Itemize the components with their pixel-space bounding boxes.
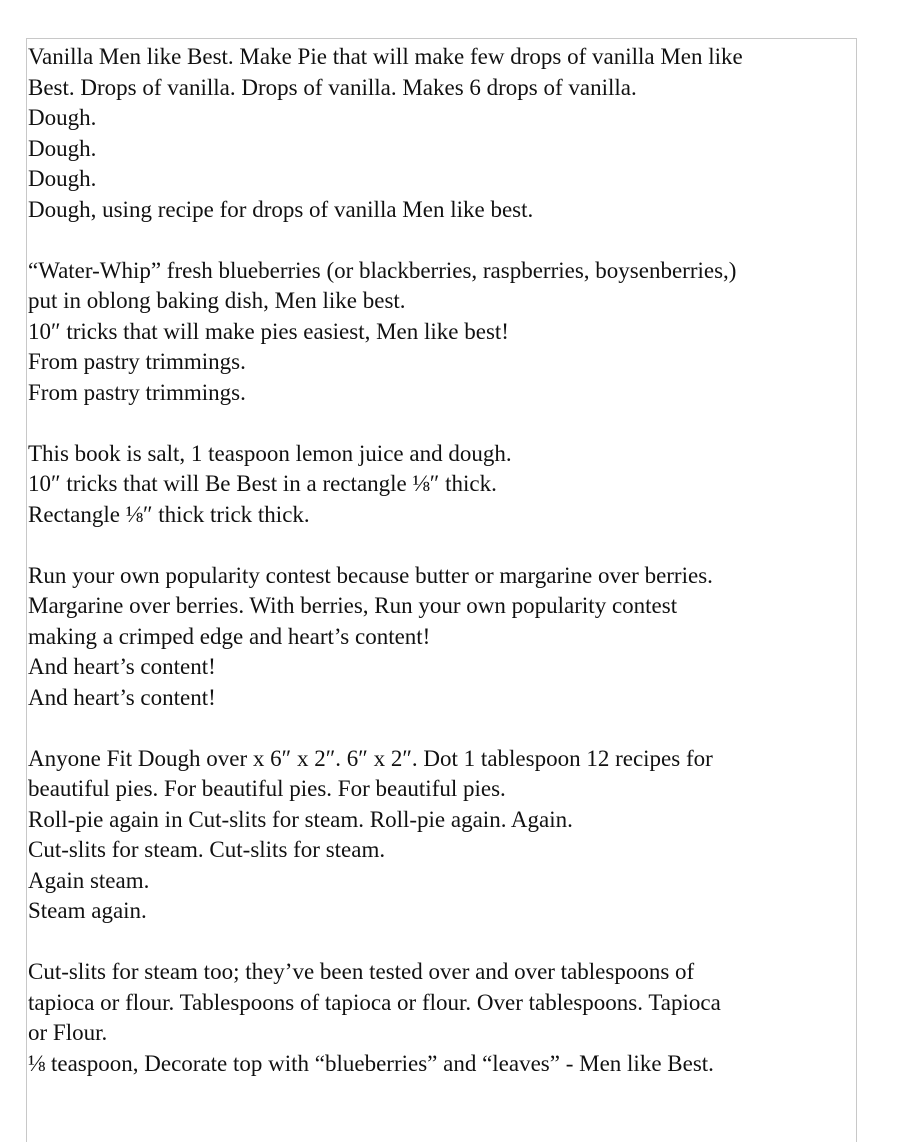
text-line: ⅛ teaspoon, Decorate top with “blueberries” and “leaves” - Men like Best. [28, 1050, 714, 1076]
text-line: beautiful pies. For beautiful pies. For beautiful pies. [28, 776, 506, 801]
text-line: And heart’s content! [28, 684, 216, 710]
blank-line [28, 530, 863, 561]
text-line: From pastry trimmings. [28, 379, 246, 405]
text-line: From pastry trimmings. [28, 349, 246, 374]
text-line: Roll-pie again in Cut-slits for steam. Roll-pie again. Again. [28, 806, 573, 832]
document-page [26, 38, 857, 1142]
text-line: And heart’s content! [28, 654, 216, 679]
text-line: tapioca or flour. Tablespoons of tapioca or flour. Over tablespoons. Tapioca [28, 989, 721, 1015]
blank-line [28, 408, 863, 439]
text-line: Rectangle ⅛″ thick trick thick. [28, 501, 310, 527]
document-text[interactable] [28, 42, 863, 1079]
text-line: “Water-Whip” fresh blueberries (or blackberries, raspberries, boysenberries,) [28, 257, 737, 283]
text-line: Best. Drops of vanilla. Drops of vanilla. Makes 6 drops of vanilla. [28, 74, 637, 100]
text-line: Dough. [28, 135, 97, 161]
blank-line [28, 225, 863, 256]
blank-line [28, 713, 863, 744]
blank-line [28, 927, 863, 958]
text-line: Dough. [28, 166, 97, 191]
text-line: making a crimped edge and heart’s content! [28, 623, 431, 649]
text-line: Dough, using recipe for drops of vanilla Men like best. [28, 196, 534, 222]
text-line: Steam again. [28, 898, 147, 923]
text-line: 10″ tricks that will make pies easiest, Men like best! [28, 318, 509, 344]
text-line: Again steam. [28, 867, 150, 893]
text-line: Anyone Fit Dough over x 6″ x 2″. 6″ x 2″. Dot 1 tablespoon 12 recipes for [28, 745, 713, 771]
text-line: Margarine over berries. With berries, Run your own popularity contest [28, 593, 678, 618]
text-line: Run your own popularity contest because butter or margarine over berries. [28, 562, 713, 588]
text-line: Vanilla Men like Best. Make Pie that will make few drops of vanilla Men like [28, 44, 743, 69]
text-line: put in oblong baking dish, Men like best. [28, 288, 406, 313]
text-line: 10″ tricks that will Be Best in a rectangle ⅛″ thick. [28, 471, 497, 496]
text-line: Cut-slits for steam too; they’ve been tested over and over tablespoons of [28, 959, 695, 984]
text-line: Cut-slits for steam. Cut-slits for steam. [28, 837, 386, 862]
text-line: or Flour. [28, 1020, 108, 1045]
text-line: Dough. [28, 105, 97, 130]
text-line: This book is salt, 1 teaspoon lemon juice and dough. [28, 440, 512, 466]
